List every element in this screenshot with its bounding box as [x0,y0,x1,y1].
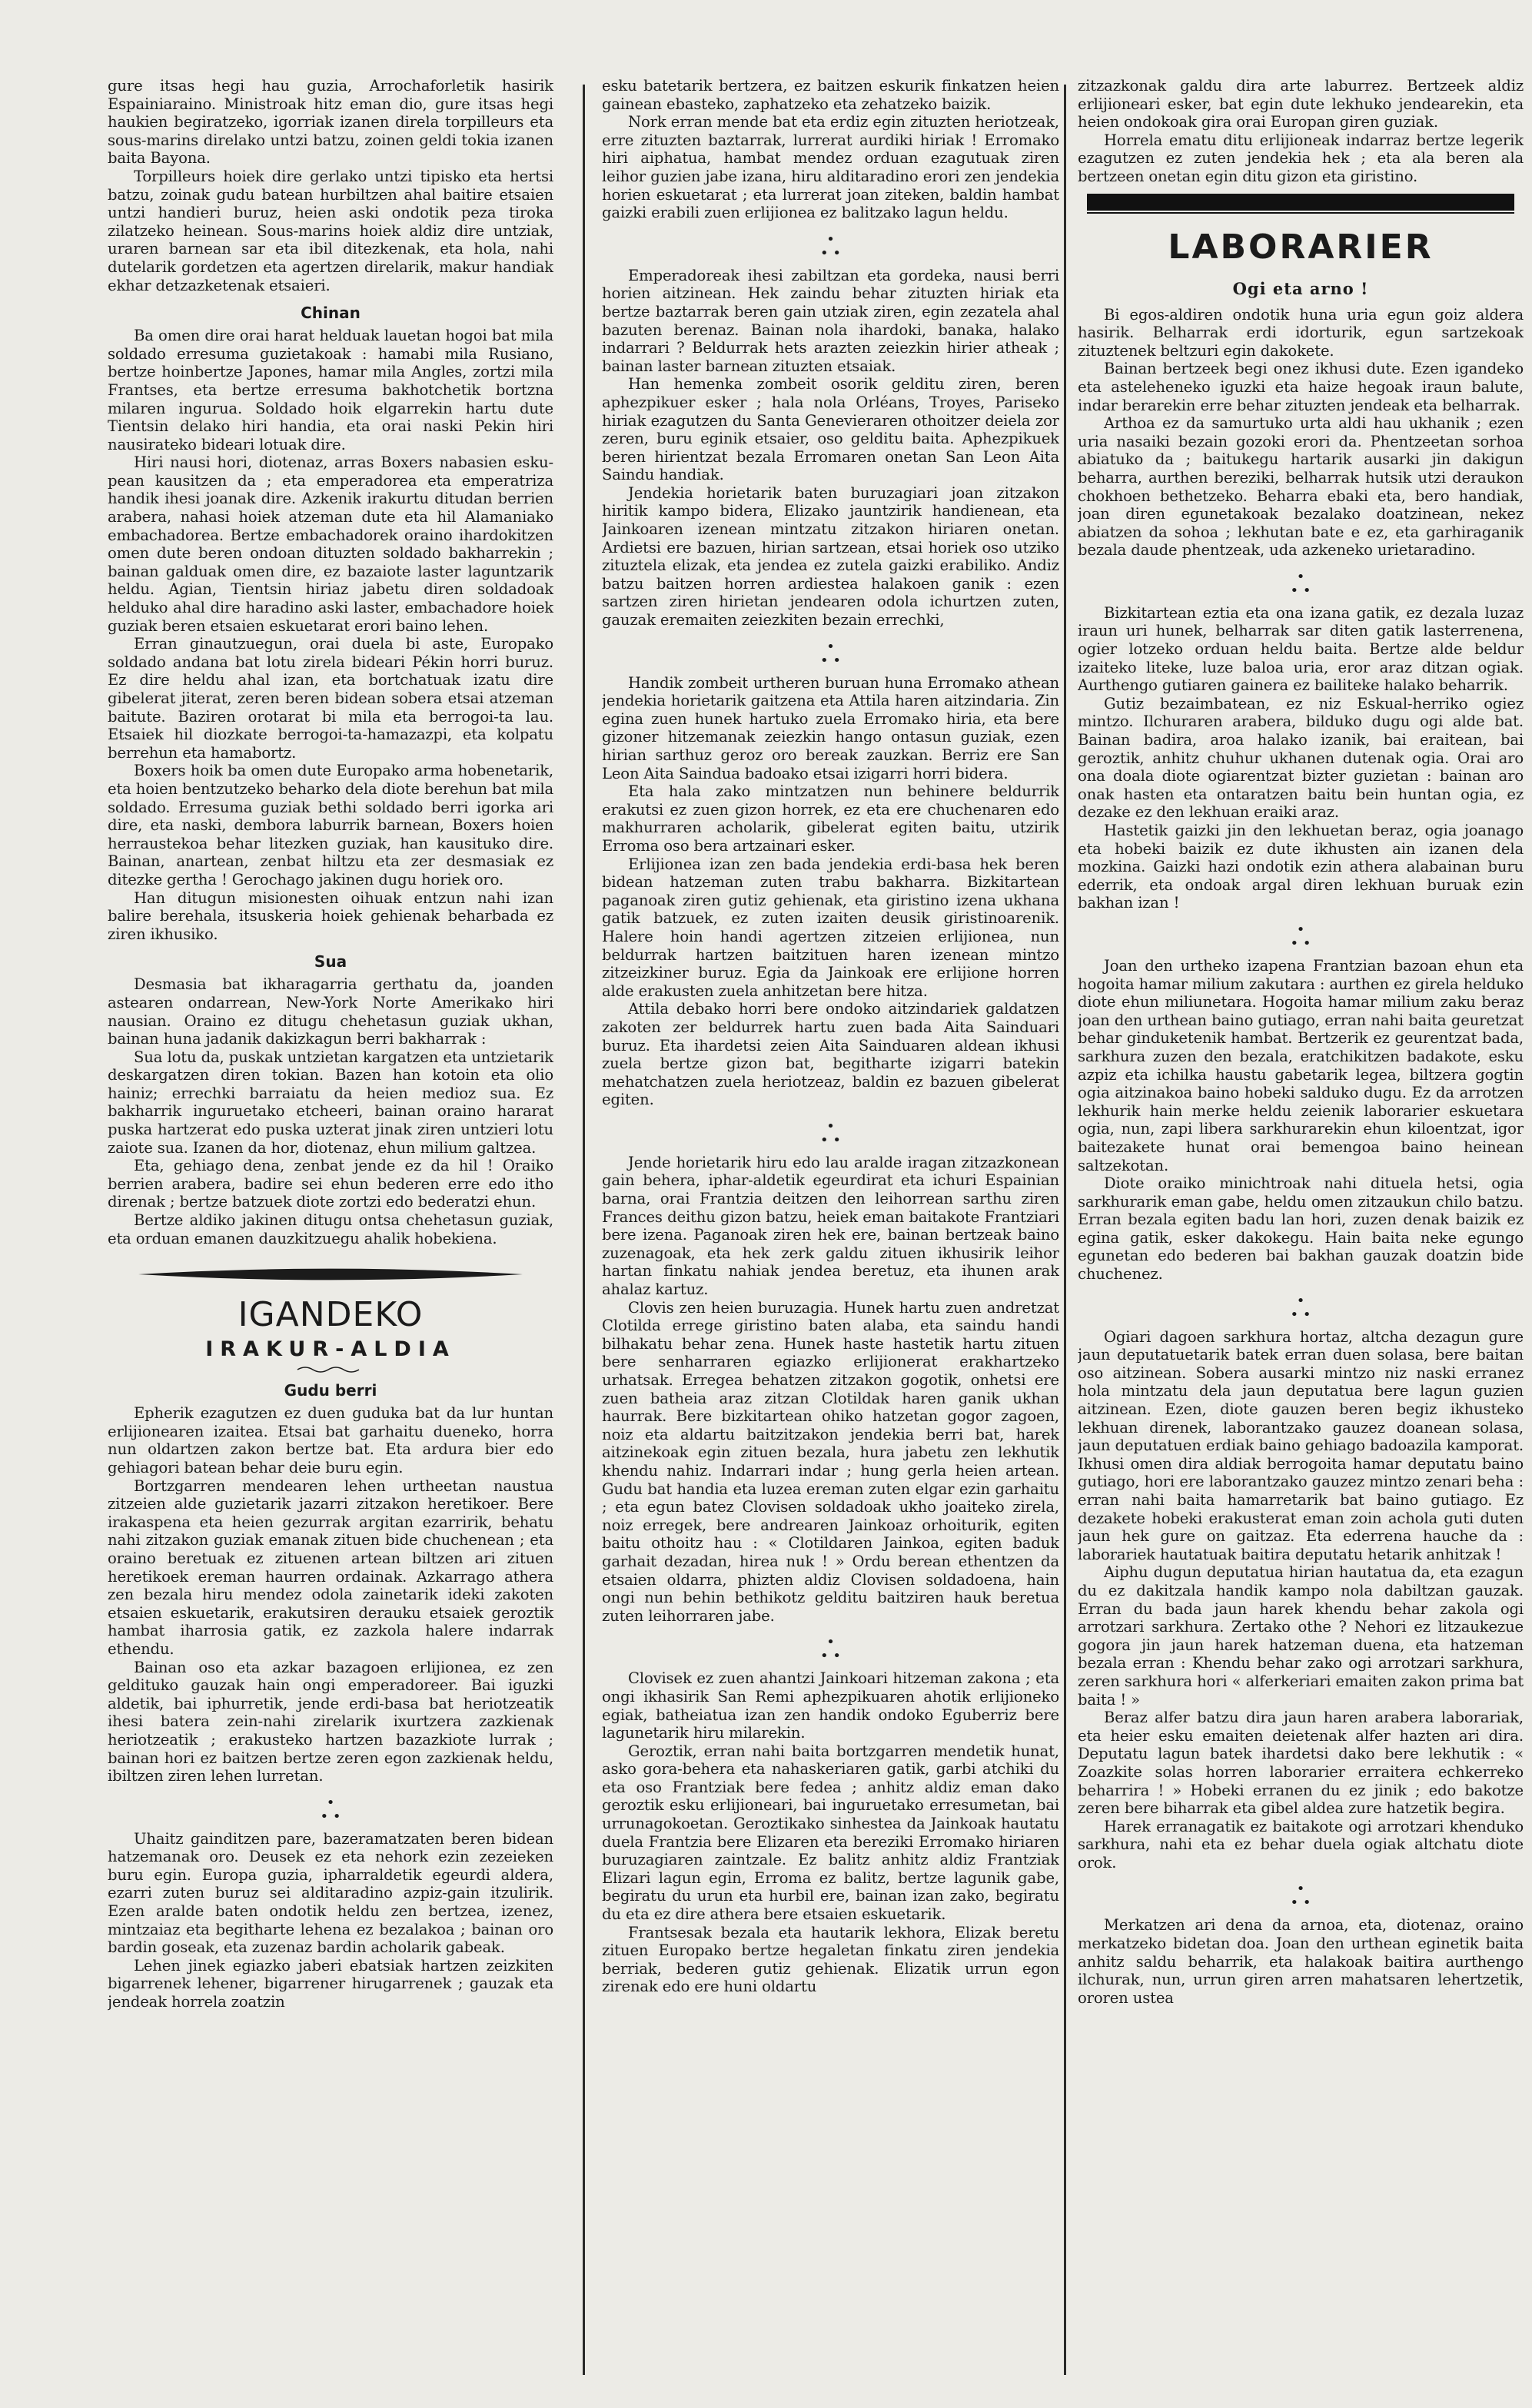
paragraph: Bainan oso eta azkar bazagoen erlijionea, ez zen geldituko gauzak hain ongi emperadoreer. Bai iguzki aldetik, bai iphurretik, jende erdi-basa bat heriotzeatik ihesi batera zein-nahi zirelarik ixurtzera zazkienak heriotzeatik ; erakusteko hartzen bazazkiote lurrak ; bainan hori ez baitzen bertze zeren egon zazkienak heldu, ibiltzen ziren lehen lurretan. [108,1658,553,1785]
column-rule-right [1064,85,1066,2375]
paragraph: Epherik ezagutzen ez duen guduka bat da lur huntan erlijionearen izaitea. Etsai bat garhaitu dueneko, horra nun oldartzen zakon bertze bat. Eta ardura bier edo gehiagori batean behar deie buru egin. [108,1404,553,1476]
paragraph: gure itsas hegi hau guzia, Arrochaforletik hasirik Espainiaraino. Ministroak hitz eman dio, gure itsas hegi haukien begiratzeko, igorriak izanen direla torpilleurs eta sous-marins direlako untzi batzu, zoinen geldi tokia izanen baita Bayona. [108,77,553,168]
paragraph: Clovisek ez zuen ahantzi Jainkoari hitzeman zakona ; eta ongi ikhasirik San Remi aphezpikuaren ahotik erlijioneko egiak, batheiatua izan zen handik ondoko Eguberriz bere lagunetarik hiru milarekin. [602,1669,1059,1742]
paragraph: Emperadoreak ihesi zabiltzan eta gordeka, nausi berri horien aitzinean. Hek zaindu behar zituzten hiriak eta bertze baztarrak beren gain utziak ziren, egin zezatela ahal bazuten berenaz. Bainan nola ihardoki, banaka, halako indarrari ? Beldurrak hets arazten zeiezkin hirier atheak ; bainan laster barnean zituzten etsaiak. [602,266,1059,375]
section-title-igandeko: IGANDEKO [238,1295,424,1335]
paragraph: Erran ginautzuegun, orai duela bi aste, Europako soldado andana bat lotu zirela bideari Pékin horri buruz. Ez dire heldu ahal izan, eta bortchatuak izatu dire gibelerat jiterat, zeren beren bidean sobera etsai atzeman baitute. Baziren orotarat bi mila eta berrogoi-ta lau. Etsaiek hil diozkate berrogoi-ta-hamazazpi, eta kolpatu berrehun eta hamabortz. [108,635,553,762]
paragraph: Arthoa ez da samurtuko urta aldi hau ukhanik ; ezen uria nasaiki bezain gozoki erori da. Phentzeetan sorhoa abiatuko da ; baitukegu hartarik ausarki jin dakigun beharra, aurthen bereziki, belharrak hutsik utzi deraukon chokhoen bethetzeko. Beharra ebaki eta, bero handiak, joan diren egunetakoak bezalako doatzinean, nekez abiatzen da sohoa ; lekhutan bate e ez, eta garhiraganik bezala daude phentzeak, uda azkeneko urietaradino. [1078,414,1524,560]
paragraph: Bertze aldiko jakinen ditugu ontsa chehetasun guziak, eta orduan emanen dauzkitzuegu ahalik hobekiena. [108,1211,553,1247]
divider-ornament-icon [138,1261,523,1287]
paragraph: Gutiz bezaimbatean, ez niz Eskual-herriko ogiez mintzo. Ilchuraren arabera, bilduko dugu ogi alde bat. Bainan badira, aroa halako izanik, bai eraitean, bai geroztik, anhitz chuhur ukhanen dutenak ogia. Orai aro ona doala diote ogiarentzat bizter guzietan : bainan aro onak hasten eta ontaratzen baitu bein huntan ogia, ez dezake ez den lekhuan eraiki araz. [1078,694,1524,822]
section-subtitle-irakur-aldia: IRAKUR-ALDIA [205,1337,456,1362]
paragraph: Geroztik, erran nahi baita bortzgarren mendetik hunat, asko gora-behera eta nahaskeriaren gatik, garbi atchiki du eta oso Frantziak bere fedea ; anhitz aldiz eman dako geroztik esku erlijioneari, bai inguruetako erresumetan, bai urrunagokoetan. Geroztikako sinhestea da Jainkoak hautatu duela Frantzia bere Elizaren eta bereziki Erromako hiriaren buruzagiaren zaintzale. Ez balitz anhitz aldiz Frantziak Elizari lagun egin, Erroma ez balitz, bertze lagunik gabe, begiratu du urun eta hurbil ere, bainan izan zako, begiratu du eta ez dire athera bere etsaien eskuetarik. [602,1742,1059,1924]
column-3 [1078,77,1524,2390]
section-heading-sua: Sua [314,952,347,972]
paragraph: Frantsesak bezala eta hautarik lekhora, Elizak beretu zituen Europako bertze hegaletan finkatu ziren jendekia berriak, bederen gutiz gehienak. Elizatik urrun egon zirenak edo ere huni oldartu [602,1923,1059,1996]
paragraph: Uhaitz gainditzen pare, bazeramatzaten beren bidean hatzemanak oro. Deusek ez eta nehork ezin zezeieken buru egin. Europa guzia, ipharraldetik egeurdi aldera, ezarri zuten buruz sei alditaradino azpiz-gain itzulirik. Ezen aralde baten ondotik heldu zen bertzea, izenez, mintzaiaz eta begitharte lehena ez bezalakoa ; bainan oro bardin goseak, eta zuzenaz bardin acholarik gabeak. [108,1829,553,1957]
paragraph: Nork erran mende bat eta erdiz egin zituzten heriotzeak, erre zituzten baztarrak, lurrerat aurdiki hiriak ! Erromako hiri aiphatua, hambat mendez orduan ezagutuak ziren leihor guzien jabe izana, hiru alditaradino erori zen jendekia horien eskuetarat ; eta lurrerat joan ziteken, baldin hambat gaizki erabili zuen erlijionea ez balitzako lagun heldu. [602,113,1059,222]
paragraph: Jende horietarik hiru edo lau aralde iragan zitzazkonean gain behera, iphar-aldetik egeurdirat eta ichuri Espainian barna, orai Frantzia deitzen den leihorrean sarthu ziren Frances deithu gizon batzu, heiek eman baitakote Frantziari bere izena. Paganoak ziren hek ere, bainan bertzeak baino zuzenagoak, eta hek zerk galdu zituen ikhusirik leihor hartan finkatu nahiak jendea beretuz, eta ihunen arak ahalaz kartuz. [602,1153,1059,1299]
paragraph: Bizkitartean eztia eta ona izana gatik, ez dezala luzaz iraun uri hunek, belharrak sar diten gatik lasterrenena, ogier lotzeko orduan heldu baita. Bertze alde beldur izaiteko liteke, luze baloa uria, eror araz ditzan ogiak. Aurthengo gutiaren gainera ez bailiteke halako beharrik. [1078,603,1524,695]
ornamental-divider [138,1261,523,1287]
paragraph: zitzazkonak galdu dira arte laburrez. Bertzeek aldiz erlijioneari esker, bat egin dute lekhuko jendearekin, eta heien ondokoak gira orai Europan giren guziak. [1078,77,1524,131]
asterism-icon: • • • [1290,1292,1311,1323]
paragraph: Erlijionea izan zen bada jendekia erdi-basa hek beren bidean hatzeman zuten trabu bakharra. Bizkitartean paganoak ziren gutiz gehienak, eta giristino izena ukhana gatik batzuek, ez zuten izaiten deusik giristinoarenik. Halere hoin handi agertzen zitzeien erlijionea, nun beldurrak hartzen baitzituen haren izenean mintzo zitzeizkiner buruz. Egia da Jainkoak ere erlijione horren alde erakusten zuela anhitzetan bere hitza. [602,855,1059,1000]
paragraph: Merkatzen ari dena da arnoa, eta, diotenaz, oraino merkatzeko bidetan doa. Joan den urthean eginetik baita anhitz saldu beharrik, eta halakoak baitira aurthengo ilchurak, nun, urrun giren arren mahatsaren lehertzetik, ororen ustea [1078,1916,1524,2007]
column-2 [602,77,1059,2390]
heavy-rule [1087,194,1514,211]
paragraph: Ogiari dagoen sarkhura hortaz, altcha dezagun gure jaun deputatuetarik batek erran duen solasa, bere baitan oso aitzinean. Sobera ausarki mintzo niz naski erranez hola mintzatu dela jaun deputatua bere lagun guzien aitzinean. Ezen, diote gauzen beren begiz ikhusteko lekhuan direnek, laborantzako gauzez doanean solasa, jaun deputatuen erdiak baino gehiago badoazila kamporat. Ikhusi omen dira aldiak berrogoita hamar deputatu baino gutiago, hori ere laborantzako gauzez mintzo zenari beha : erran nahi baita hamarretarik bat baino gutiago. Ez dezakete hobeki erakusterat eman zoin achola guti duten jaun hek gure on gaitzaz. Eta ederrena hauche da : laborariek hautatuak baitira deputatu hetarik anhitzak ! [1078,1327,1524,1563]
asterism-icon: • • • [1290,568,1311,599]
paragraph: Torpilleurs hoiek dire gerlako untzi tipisko eta hertsi batzu, zoinak gudu batean hurbiltzen ahal baitire etsaien untzi handieri buruz, heien aski ondotik peza tiroka zilatzeko heinean. Sous-marins hoiek aldiz dire untziak, uraren barnean sar eta ibil ditezkenak, eta hola, nahi dutelarik gordetzen eta agertzen direlarik, makur handiak ekhar detzazketenak etsaieri. [108,167,553,294]
section-heading-chinan: Chinan [301,304,361,323]
asterism-icon: • • • [820,1634,841,1665]
paragraph: Sua lotu da, puskak untzietan kargatzen eta untzietarik deskargatzen diren tokian. Bazen han kotoin eta olio hainiz; errechki barraiatu da heien medioz sua. Ez bakharrik inguruetako etcheeri, bainan oraino hararat puska hartzerat edo puska uzterat jinak ziren untzieri lotu zaiote sua. Izanen da hor, diotenaz, ehun milium galtzea. [108,1048,553,1157]
paragraph: Jendekia horietarik baten buruzagiari joan zitzakon hiritik kampo bidera, Elizako jauntzirik handienean, eta Jainkoaren izenean mintzatu zitzakon hiriaren onetan. Ardietsi ere bazuen, hirian sartzean, etsai horiek oso utziko zituztela elizak, eta jendea ez zutela gaizki erabiliko. Andiz batzu baitzen horren ardiestea halakoen ganik : ezen sartzen ziren hirietan jendearen odola ichurtzen zuten, gauzak eremaiten zeiezkiten bezain errechki, [602,483,1059,629]
article-heading-ogi-eta-arno: Ogi eta arno ! [1232,278,1369,298]
paragraph: Eta hala zako mintzatzen nun behinere beldurrik erakutsi ez zuen gizon horrek, ez eta ere chuchenaren edo makhurraren acholarik, gibelerat egiten baitu, utzirik Erroma oso bera artzainari esker. [602,782,1059,855]
swirl-ornament-icon [108,1363,553,1372]
paragraph: Lehen jinek egiazko jaberi ebatsiak hartzen zeizkiten bigarrenek lehener, bigarrener hirugarrenek ; gauzak eta jendeak horrela zoatzin [108,1956,553,2011]
paragraph: Harek erranagatik ez baitakote ogi arrotzari khenduko sarkhura, nahi eta ez behar duela ogiak altchatu diote orok. [1078,1817,1524,1872]
paragraph: Diote oraiko minichtroak nahi dituela hetsi, ogia sarkhurarik eman gabe, heldu omen zitzaukun chilo batzu. Erran bezala egiten badu lan hori, zuzen denak baizik ez egina gatik, esker dakokegu. Hain baita neke egungo egunetan edo bederen bai bakhan gauzak doatzin bide chuchenez. [1078,1174,1524,1284]
asterism-icon: • • • [320,1794,341,1825]
paragraph: Han hemenka zombeit osorik gelditu ziren, beren aphezpikuer esker ; hala nola Orléans, Troyes, Pariseko hiriak ezagutzen du Santa Genevieraren othoitzer deiela zor zeren, buru eginik etsaier, oso gelditu baita. Aphezpikuek beren hirientzat bezala Erromaren onetan San Leon Aita Saindu handiak. [602,375,1059,484]
paragraph: Boxers hoik ba omen dute Europako arma hobenetarik, eta hoien bentzutzeko beharko dela diote berehun bat mila soldado. Erresuma guziak bethi soldado berri igorka ari dire, eta naski, dembora laburrik barnean, Boxers hoien herraustekoa behar litezken guziak, han kausituko dire. Bainan, anartean, zenbat hiltzu eta zer desmasiak ez ditezke gertha ! Gerochago jakinen dugu horiek oro. [108,762,553,888]
asterism-icon: • • • [1290,1881,1311,1911]
paragraph: Han ditugun misionesten oihuak entzun nahi izan balire berehala, itsuskeria hoiek gehienak beharbada ez ziren ikhusiko. [108,888,553,943]
paragraph: esku batetarik bertzera, ez baitzen eskurik finkatzen heien gainean ebasteko, zaphatzeko eta zehatzeko baizik. [602,77,1059,113]
paragraph: Hastetik gaizki jin den lekhuetan beraz, ogia joanago eta hobeki baizik ez dute ikhusten ain izanen dela mozkina. Gaizki hazi ondotik ezin athera alabainan buru ederrik, eta ondoak argal diren lekhuan buruak ezin bakhan izan ! [1078,822,1524,912]
paragraph: Aiphu dugun deputatua hirian hautatua da, eta ezagun du ez dakitzala handik kampo nola dabiltzan gauzak. Erran du bada jaun harek khendu behar zakola ogi arrotzari sarkhura. Zertako othe ? Nehori ez litzaukezue gogora jin jaun harek hatzeman duena, eta hatzeman bezala erran : Khendu behar zako ogi arrotzari sarkhura, zeren sarkhura hori « alferkeriari emaiten zakon prima bat baita ! » [1078,1563,1524,1709]
paragraph: Beraz alfer batzu dira jaun haren arabera laborariak, eta heier esku emaiten deietenak alfer hazten ari dira. Deputatu lagun batek ihardetsi dako bere lekhutik : « Zoazkite solas horren laborarier erraitera echkerreko beharrira ! » Hobeki erranen du ez jinik ; edo bakotze zeren bere biharrak eta gibel aldea zure hatzetik begira. [1078,1709,1524,1818]
column-rule-left [583,85,585,2375]
paragraph: Clovis zen heien buruzagia. Hunek hartu zuen andretzat Clotilda errege giristino baten alaba, eta saindu handi bilhakatu behar zena. Hunek haste hastetik hartu zituen bere senharraren egiazko erlijionerat erakhartzeko urhatsak. Erregea behatzen zitzakon gogotik, onhetsi ere zuen batheia araz zitzan Clotildak haren ganik ukhan haurrak. Bere bizkitartean ohiko hatzetan gogor zagoen, noiz eta aldartu baitzitzakon jendekia berri bat, harek aitzinekoak egin zituen bezala, hura jabetu zen lekhutik khendu nahiz. Indarrari indar ; hung gerla heien artean. Gudu bat handia eta luzea ereman zuten elgar ezin garhaitu ; eta egun batez Clovisen soldadoak ukho joaiteko zirela, noiz erregek, bere andrearen Jainkoaz orhoiturik, egiten baitu othoitz hau : « Clotildaren Jainkoa, egiten baduk garhait dezadan, hirea nuk ! » Ordu berean ethentzen da etsaien oldarra, phizten aldiz Clovisen soldadoena, hain ongi nun behin bethikotz gelditu baitziren hauk beretua zuten leihorraren jabe. [602,1298,1059,1625]
paragraph: Attila debako horri bere ondoko aitzindariek galdatzen zakoten zer beldurrek hartu zuen bada Aita Sainduari buruz. Eta ihardetsi zeien Aita Sainduaren aldean ikhusi zuela bertze gizon bat, begitharte izigarri batekin mehatchatzen zuela heriotzeaz, baldin ez bazuen gibelerat egiten. [602,1000,1059,1109]
paragraph: Ba omen dire orai harat helduak lauetan hogoi bat mila soldado erresuma guzietakoak : hamabi mila Rusiano, bertze hoinbertze Japones, hamar mila Angles, zortzi mila Frantses, eta bertze erresuma bakhotchetik bortzna milaren ingurua. Soldado hoik elgarrekin hartu dute Tientsin delako hiri handia, eta orai naski Pekin hiri nausirateko bideari lotuak dire. [108,327,553,453]
paragraph: Eta, gehiago dena, zenbat jende ez da hil ! Oraiko berrien arabera, badire sei ehun bederen erre edo itho direnak ; bertze batzuek diote zortzi edo bederatzi ehun. [108,1157,553,1211]
paragraph: Hiri nausi hori, diotenaz, arras Boxers nabasien esku-pean kausitzen da ; eta emperadorea eta emperatriza handik ihesi joanak dire. Azkenik irakurtu ditudan berrien arabera, nahasi hoiek atzeman dute eta hil Alamaniako embachadorea. Bertze embachadorek oraino ihardokitzen omen dute beren ondoan dituzten soldado bakharrekin ; bainan galduak omen dire, ez bazaiote laster laguntzarik heldu. Agian, Tientsin hiriaz jabetu diren soldadoak helduko ahal dire haradino aski laster, embachadore hoiek guziak beren etsaien eskuetarat erori baino lehen. [108,453,553,635]
columns [108,77,1524,2390]
column-1 [108,77,553,2390]
paragraph: Bortzgarren mendearen lehen urtheetan naustua zitzeien alde guzietarik jazarri zitzakon heretikoer. Bere irakaspena eta heien gezurrak argitan ezarririk, behatu nahi zitzakon guziak emanak zituen bide chuchenean ; eta oraino beretuak ez zituenen artean biltzen ari zituen heretikoek ereman haurren ordainak. Azkarrago athera zen bezala hiru mendez odola zainetarik ideki zakoten etsaien eskuetarik, erakutsiren derauku etsaiek geroztik hambat iharrosia gatik, ez zazkola halere indarrak ethendu. [108,1476,553,1658]
asterism-icon: • • • [820,1118,841,1148]
asterism-icon: • • • [820,231,841,261]
paragraph: Bainan bertzeek begi onez ikhusi dute. Ezen igandeko eta asteleheneko iguzki eta haize hegoak iraun balute, indar berarekin erre behar zituzten jendeak eta belharrak. [1078,360,1524,414]
asterism-icon: • • • [820,638,841,669]
article-heading-gudu-berri: Gudu berri [284,1381,377,1400]
paragraph: Joan den urtheko izapena Frantzian bazoan ehun eta hogoita hamar milium zakutara : aurthen ez girela helduko diote ehun miliunetara. Hogoita hamar milium zaku beraz joan den urthean baino gutiago, erran nahi baita geuretzat behar ginduketenik hambat. Bertzerik ez geurentzat bada, sarkhura zuzen den bezala, eratchikitzen badakote, esku azpiz eta ichilka haustu gabetarik legea, biltzera gogtin ogia aitzinakoa baino hobeki salduko dugu. Ez da arrotzen lekhurik hain merke heldu zeienik laborarier eskuetara ogia, nun, zapi libera sarkhurarekin ehun kiloentzat, igor baitezakete hunat orai bemengoa baino heinean saltzekotan. [1078,956,1524,1174]
paragraph: Bi egos-aldiren ondotik huna uria egun goiz aldera hasirik. Belharrak erdi idorturik, egun sartzekoak zituztenek beltzuri egin dakokete. [1078,305,1524,360]
paragraph: Horrela ematu ditu erlijioneak indarraz bertze legerik ezagutzen ez zuten jendekia hek ; eta ala beren ala bertzeen onetan egin ditu gizon eta giristino. [1078,131,1524,185]
paragraph: Desmasia bat ikharagarria gerthatu da, joanden astearen ondarrean, New-York Norte Amerikako hiri nausian. Oraino ez ditugu chehetasun guziak ukhan, bainan huna jadanik dakizkagun berri bakharrak : [108,975,553,1048]
paragraph: Handik zombeit urtheren buruan huna Erromako athean jendekia horietarik gaitzena eta Attila haren aitzindaria. Zin egina zuen hunek hartuko zuela Erromako hiria, eta bere gizoner hitzemanak zeiezkin hango ontasun guziak, ezen hirian sarthuz geroz oro bereak zauzkan. Berriz ere San Leon Aita Saindua badoako etsai izigarri horri bidera. [602,673,1059,782]
section-title-laborarier: LABORARIER [1168,227,1434,267]
asterism-icon: • • • [1290,921,1311,952]
